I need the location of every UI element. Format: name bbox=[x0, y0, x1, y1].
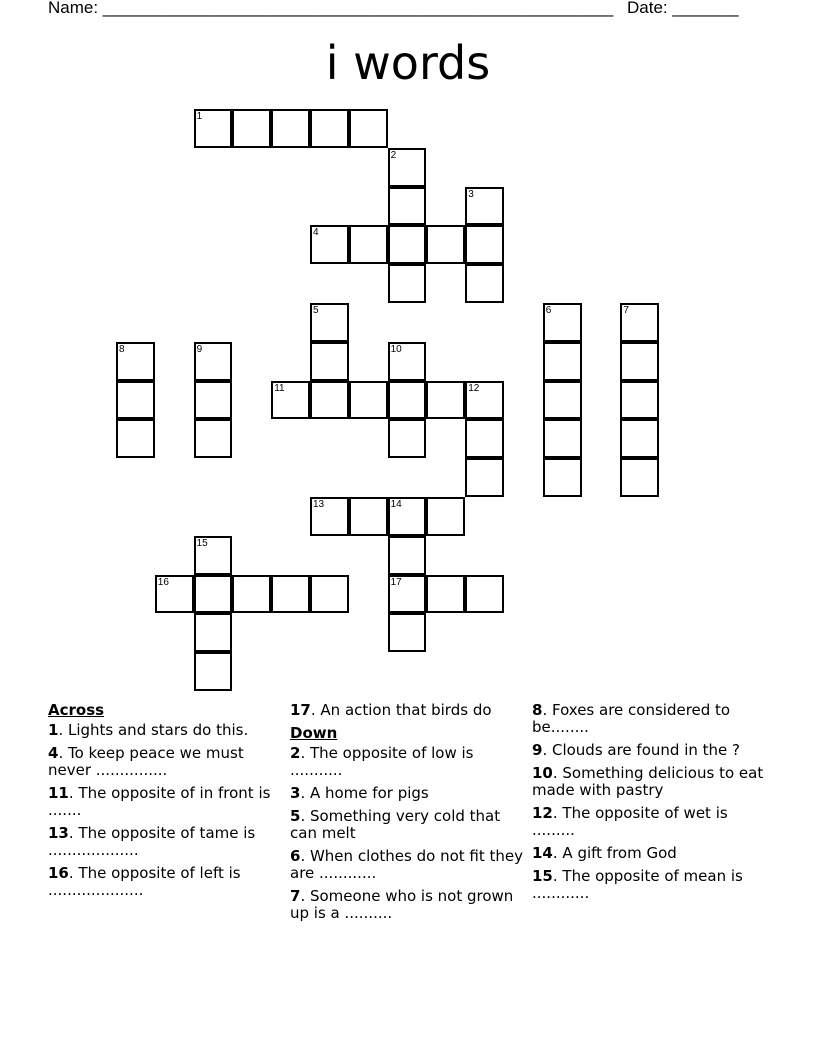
grid-cell[interactable] bbox=[426, 381, 465, 420]
grid-cell[interactable] bbox=[426, 575, 465, 614]
grid-cell[interactable] bbox=[620, 342, 659, 381]
grid-cell[interactable] bbox=[310, 381, 349, 420]
grid-cell[interactable] bbox=[194, 652, 233, 691]
clue-down-15: 15. The opposite of mean is ............ bbox=[532, 867, 743, 902]
cell-number: 3 bbox=[468, 188, 474, 200]
grid-cell[interactable] bbox=[426, 225, 465, 264]
cell-number: 5 bbox=[313, 305, 319, 316]
cell-number: 10 bbox=[390, 343, 402, 355]
clue-down-7: 7. Someone who is not grown up is a .......... bbox=[290, 887, 514, 922]
grid-cell[interactable] bbox=[388, 187, 427, 226]
grid-cell[interactable] bbox=[620, 419, 659, 458]
grid-cell[interactable] bbox=[465, 187, 504, 226]
grid-cell[interactable] bbox=[271, 575, 310, 614]
clue-down-8: 8. Foxes are considered to be........ bbox=[532, 701, 731, 736]
grid-cell[interactable] bbox=[232, 575, 271, 614]
grid-cell[interactable] bbox=[194, 342, 233, 381]
across-heading: Across bbox=[48, 701, 105, 719]
grid-cell[interactable] bbox=[388, 381, 427, 420]
cell-number: 6 bbox=[545, 305, 552, 316]
clue-across-17: 17. An action that birds do bbox=[290, 701, 492, 719]
grid-cell[interactable] bbox=[194, 613, 233, 652]
grid-cell[interactable] bbox=[194, 419, 233, 458]
cell-number: 16 bbox=[157, 576, 169, 588]
grid-cell[interactable] bbox=[271, 381, 310, 420]
clue-across-11: 11. The opposite of in front is ....... bbox=[48, 784, 271, 819]
grid-cell[interactable] bbox=[194, 381, 233, 420]
grid-cell[interactable] bbox=[543, 342, 582, 381]
grid-cell[interactable] bbox=[388, 497, 427, 536]
grid-cell[interactable] bbox=[465, 225, 504, 264]
clue-across-13: 13. The opposite of tame is ................... bbox=[48, 824, 256, 859]
cell-number: 15 bbox=[196, 537, 208, 549]
grid-cell[interactable] bbox=[388, 575, 427, 614]
grid-cell[interactable] bbox=[194, 536, 233, 575]
grid-cell[interactable] bbox=[388, 342, 427, 381]
clue-down-3: 3. A home for pigs bbox=[290, 784, 429, 802]
grid-cell[interactable] bbox=[310, 225, 349, 264]
grid-cell[interactable] bbox=[349, 497, 388, 536]
clue-down-10: 10. Something delicious to eat made with pastry bbox=[532, 764, 764, 799]
clues-column-1 bbox=[48, 702, 284, 905]
cell-number: 17 bbox=[390, 576, 402, 588]
clue-down-12: 12. The opposite of wet is ......... bbox=[532, 804, 728, 839]
cell-number: 12 bbox=[468, 382, 480, 394]
grid-cell[interactable] bbox=[116, 342, 155, 381]
grid-cell[interactable] bbox=[620, 458, 659, 497]
grid-cell[interactable] bbox=[155, 575, 194, 614]
grid-cell[interactable] bbox=[465, 575, 504, 614]
grid-cell[interactable] bbox=[310, 109, 349, 148]
clue-down-14: 14. A gift from God bbox=[532, 844, 677, 862]
grid-cell[interactable] bbox=[465, 264, 504, 303]
grid-cell[interactable] bbox=[543, 303, 582, 342]
clue-down-5: 5. Something very cold that can melt bbox=[290, 807, 501, 842]
grid-cell[interactable] bbox=[194, 575, 233, 614]
grid-cell[interactable] bbox=[194, 109, 233, 148]
clue-across-16: 16. The opposite of left is .................... bbox=[48, 864, 241, 899]
grid-cell[interactable] bbox=[349, 381, 388, 420]
grid-cell[interactable] bbox=[543, 419, 582, 458]
cell-number: 9 bbox=[196, 343, 203, 355]
cell-number: 14 bbox=[390, 499, 402, 510]
cell-number: 7 bbox=[623, 305, 629, 316]
grid-cell[interactable] bbox=[543, 381, 582, 420]
grid-cell[interactable] bbox=[620, 381, 659, 420]
grid-cell[interactable] bbox=[465, 419, 504, 458]
grid-cell[interactable] bbox=[388, 264, 427, 303]
grid-cell[interactable] bbox=[465, 458, 504, 497]
clues-column-2 bbox=[290, 702, 526, 928]
grid-cell[interactable] bbox=[388, 613, 427, 652]
clues-column-3 bbox=[532, 702, 768, 908]
cell-number: 11 bbox=[274, 382, 285, 394]
grid-cell[interactable] bbox=[543, 458, 582, 497]
grid-cell[interactable] bbox=[620, 303, 659, 342]
name-field[interactable]: Name: ______________________________________________________ bbox=[48, 0, 614, 17]
cell-number: 13 bbox=[313, 499, 325, 510]
grid-cell[interactable] bbox=[116, 419, 155, 458]
grid-cell[interactable] bbox=[310, 497, 349, 536]
grid-cell[interactable] bbox=[465, 381, 504, 420]
date-field[interactable]: Date: _______ bbox=[627, 0, 739, 17]
cell-number: 2 bbox=[390, 149, 397, 161]
cell-number: 4 bbox=[313, 227, 319, 239]
grid-cell[interactable] bbox=[310, 575, 349, 614]
clue-down-2: 2. The opposite of low is ........... bbox=[290, 744, 474, 779]
grid-cell[interactable] bbox=[426, 497, 465, 536]
clue-down-9: 9. Clouds are found in the ? bbox=[532, 741, 740, 759]
grid-cell[interactable] bbox=[271, 109, 310, 148]
clue-across-1: 1. Lights and stars do this. bbox=[48, 721, 249, 739]
grid-cell[interactable] bbox=[388, 148, 427, 187]
grid-cell[interactable] bbox=[232, 109, 271, 148]
clue-down-6: 6. When clothes do not fit they are ............ bbox=[290, 847, 523, 882]
grid-cell[interactable] bbox=[349, 109, 388, 148]
grid-cell[interactable] bbox=[349, 225, 388, 264]
grid-cell[interactable] bbox=[388, 536, 427, 575]
grid-cell[interactable] bbox=[116, 381, 155, 420]
down-heading: Down bbox=[290, 724, 338, 742]
grid-cell[interactable] bbox=[388, 225, 427, 264]
cell-number: 1 bbox=[196, 111, 203, 122]
grid-cell[interactable] bbox=[388, 419, 427, 458]
cell-number: 8 bbox=[119, 343, 125, 355]
grid-cell[interactable] bbox=[310, 303, 349, 342]
page-title: i words bbox=[325, 36, 491, 90]
grid-cell[interactable] bbox=[310, 342, 349, 381]
clue-across-4: 4. To keep peace we must never ............... bbox=[48, 744, 244, 779]
